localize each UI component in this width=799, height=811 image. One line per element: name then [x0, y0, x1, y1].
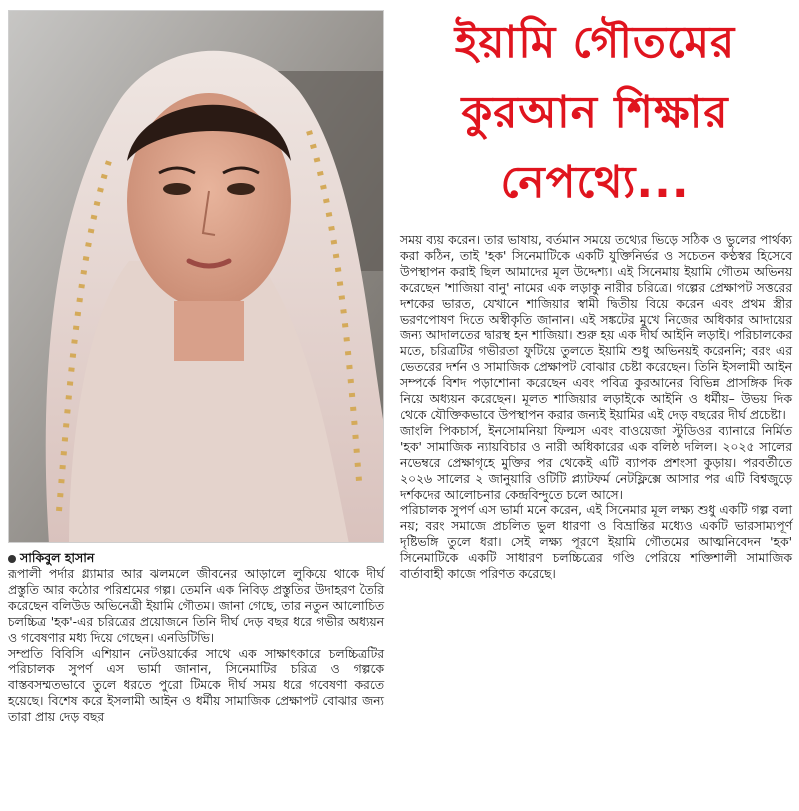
headline-line-1: ইয়ামি গৌতমের: [454, 17, 736, 68]
article-photo: [8, 10, 384, 543]
author-name: সাকিবুল হাসান: [20, 550, 95, 565]
paragraph: রূপালী পর্দার গ্ল্যামার আর ঝলমলে জীবনের আড়ালে লুকিয়ে থাকে দীর্ঘ প্রস্তুতি আর কঠোর পরিশ্রমের গল্প। তেমনি এক নিবিড় প্রস্তুতির উদাহরণ তৈরি করেছেন বলিউড অভিনেত্রী ইয়ামি গৌতম। জানা গেছে, তার নতুন আলোচিত চলচ্চিত্র 'হক'-এর চরিত্রের প্রয়োজনে তিনি দীর্ঘ দেড় বছর ধরে গভীর অধ্যয়ন ও গবেষণার মধ্য দিয়ে গেছেন। এনডিটিভি।: [8, 567, 384, 645]
paragraph: সময় ব্যয় করেন। তার ভাষায়, বর্তমান সময়ে তথ্যের ভিড়ে সঠিক ও ভুলের পার্থক্য করা কঠিন, তাই 'হক' সিনেমাটিকে একটি যুক্তিনির্ভর ও সচেতন কণ্ঠস্বর হিসেবে উপস্থাপন করাই ছিল আমাদের মূল উদ্দেশ্য। এই সিনেমায় ইয়ামি গৌতম অভিনয় করেছেন 'শাজিয়া বানু' নামের এক লড়াকু নারীর চরিত্রে। গল্পের প্রেক্ষাপট সত্তরের দশকের ভারত, যেখানে শাজিয়ার স্বামী দ্বিতীয় বিয়ে করেন এবং প্রথম স্ত্রীর ভরণপোষণ দিতে অস্বীকৃতি জানান। এই সঙ্কটের মুখে নিজের অধিকার আদায়ের জন্য আদালতের দ্বারস্থ হন শাজিয়া। শুরু হয় এক দীর্ঘ আইনি লড়াই। পরিচালকের মতে, চরিত্রটির গভীরতা ফুটিয়ে তুলতে ইয়ামি শুধু অভিনয়ই করেননি; বরং এর ভেতরের দর্শন ও সামাজিক প্রেক্ষাপট বোঝার চেষ্টা করেছেন। তিনি ইসলামী আইন সম্পর্কে বিশদ পড়াশোনা করেছেন এবং পবিত্র কুরআনের বিভিন্ন প্রাসঙ্গিক দিক নিয়ে অধ্যয়ন করেছেন। মূলত শাজিয়ার লড়াইকে আইনি ও ধর্মীয়– উভয় দিক থেকে যৌক্তিকভাবে উপস্থাপন করার জন্যই ইয়ামির এই দেড় বছরের দীর্ঘ প্রচেষ্টা।: [400, 233, 792, 422]
headline: [398, 8, 792, 218]
paragraph: সম্প্রতি বিবিসি এশিয়ান নেটওয়ার্কের সাথে এক সাক্ষাৎকারে চলচ্চিত্রটির পরিচালক সুপর্ণ এস ভার্মা জানান, সিনেমাটির চরিত্র ও গল্পকে বাস্তবসম্মতভাবে তুলে ধরতে পুরো টিমকে দীর্ঘ সময় ধরে গবেষণা করতে হয়েছে। বিশেষ করে ইসলামী আইন ও ধর্মীয় সামাজিক প্রেক্ষাপট বোঝার জন্য তারা প্রায় দেড় বছর: [8, 646, 384, 725]
paragraph: পরিচালক সুপর্ণ এস ভার্মা মনে করেন, এই সিনেমার মূল লক্ষ্য শুধু একটি গল্প বলা নয়; বরং সমাজে প্রচলিত ভুল ধারণা ও বিভ্রান্তির মধ্যেও একটি ভারসাম্যপূর্ণ দৃষ্টিভঙ্গি তুলে ধরা। সেই লক্ষ্য পূরণে ইয়ামি গৌতমের আত্মনিবেদন 'হক' সিনেমাটিকে একটি সাধারণ চলচ্চিত্রের গণ্ডি পেরিয়ে শক্তিশালী সামাজিক বার্তাবাহী কাজে পরিণত করেছে।: [400, 503, 792, 582]
portrait-illustration: [9, 11, 384, 543]
article-column-left: [8, 567, 384, 726]
paragraph: জাংলি পিকচার্স, ইনসোমনিয়া ফিল্মস এবং বাওয়েজা স্টুডিওর ব্যানারে নির্মিত 'হক' সামাজিক ন্যায়বিচার ও নারী অধিকারের এক বলিষ্ঠ দলিল। ২০২৫ সালের নভেম্বরে প্রেক্ষাগৃহে মুক্তির পর থেকেই এটি ব্যাপক প্রশংসা কুড়ায়। পরবর্তীতে ২০২৬ সালের ২ জানুয়ারি ওটিটি প্ল্যাটফর্ম নেটফ্লিক্সে আসার পর এটি বিশ্বজুড়ে দর্শকদের আলোচনার কেন্দ্রবিন্দুতে চলে আসে।: [400, 423, 792, 502]
article-column-right: [400, 233, 792, 583]
headline-line-2: কুরআন শিক্ষার: [461, 87, 729, 138]
bullet-icon: [8, 555, 16, 563]
headline-line-3: নেপথ্যে...: [500, 157, 690, 208]
